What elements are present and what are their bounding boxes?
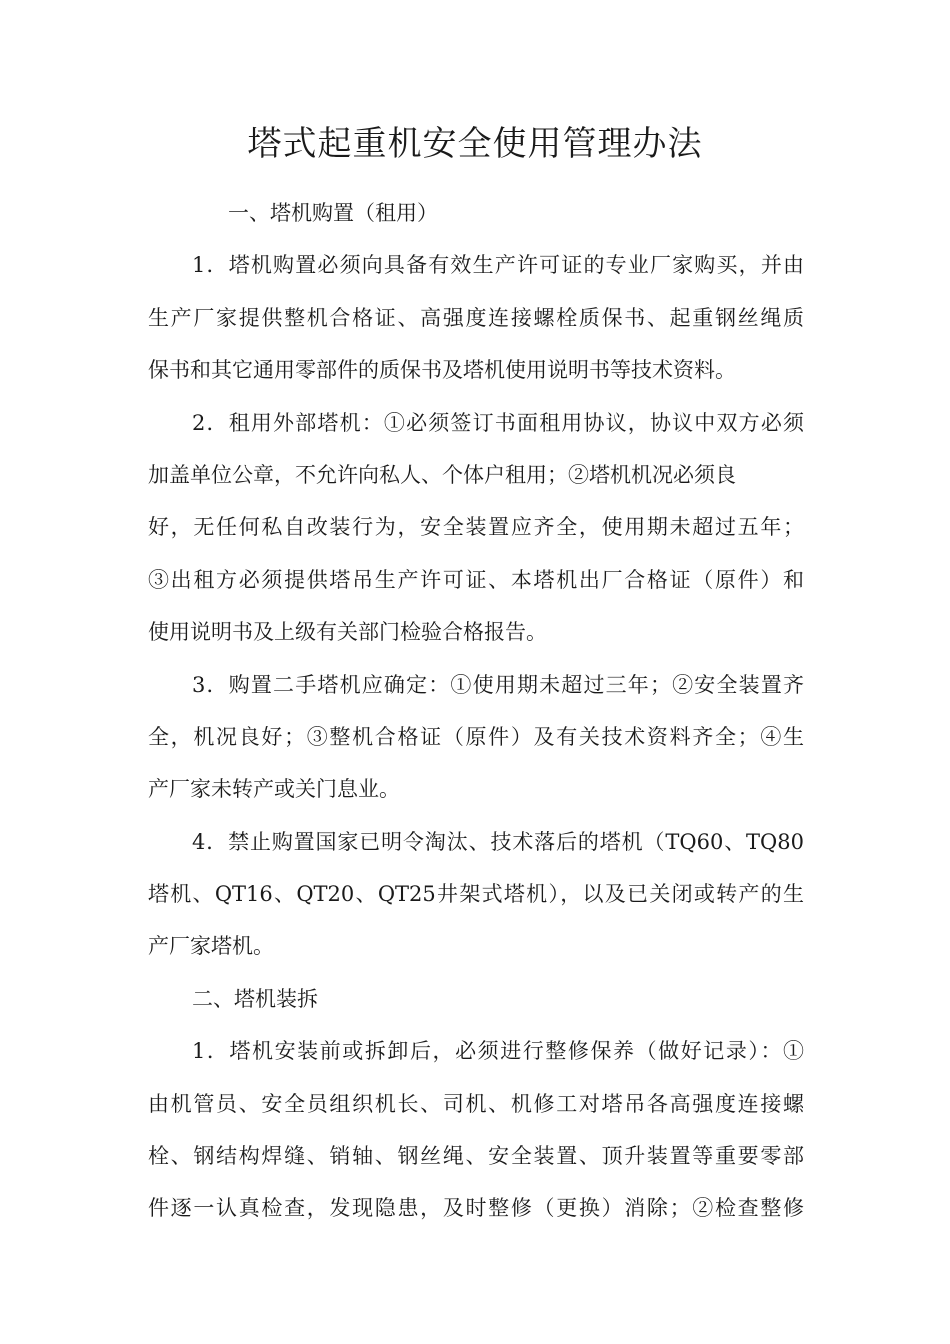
paragraph-line: 保书和其它通用零部件的质保书及塔机使用说明书等技术资料。: [148, 358, 736, 383]
paragraph-line: ③出租方必须提供塔吊生产许可证、本塔机出厂合格证（原件）和: [148, 567, 804, 592]
paragraph-line: 1．塔机购置必须向具备有效生产许可证的专业厂家购买，并由: [192, 253, 804, 278]
document-body: [148, 187, 804, 1235]
paragraph-line: 生产厂家提供整机合格证、高强度连接螺栓质保书、起重钢丝绳质: [148, 305, 804, 330]
section-heading: 二、塔机装拆: [192, 986, 318, 1011]
paragraph-line: 4．禁止购置国家已明令淘汰、技术落后的塔机（TQ60、TQ80: [192, 829, 804, 854]
paragraph-line: 2．租用外部塔机：①必须签订书面租用协议，协议中双方必须: [192, 410, 804, 435]
section-heading: 一、塔机购置（租用）: [228, 201, 438, 225]
paragraph-line: 产厂家塔机。: [148, 934, 274, 959]
paragraph-line: 栓、钢结构焊缝、销轴、钢丝绳、安全装置、顶升装置等重要零部: [148, 1144, 804, 1169]
paragraph-line: 加盖单位公章，不允许向私人、个体户租用；②塔机机况必须良: [148, 462, 736, 487]
paragraph-line: 由机管员、安全员组织机长、司机、机修工对塔吊各高强度连接螺: [148, 1091, 804, 1116]
paragraph-line: 塔机、QT16、QT20、QT25井架式塔机），以及已关闭或转产的生: [148, 882, 804, 907]
document-title: 塔式起重机安全使用管理办法: [247, 124, 703, 164]
paragraph-line: 使用说明书及上级有关部门检验合格报告。: [148, 620, 547, 645]
paragraph-line: 3．购置二手塔机应确定：①使用期未超过三年；②安全装置齐: [192, 672, 804, 697]
paragraph-line: 1．塔机安装前或拆卸后，必须进行整修保养（做好记录）：①: [192, 1039, 804, 1064]
paragraph-line: 产厂家未转产或关门息业。: [148, 777, 400, 802]
paragraph-line: 好，无任何私自改装行为，安全装置应齐全，使用期未超过五年；: [148, 515, 804, 540]
paragraph-line: 件逐一认真检查，发现隐患，及时整修（更换）消除；②检查整修: [148, 1196, 804, 1221]
paragraph-line: 全，机况良好；③整机合格证（原件）及有关技术资料齐全；④生: [148, 724, 804, 749]
